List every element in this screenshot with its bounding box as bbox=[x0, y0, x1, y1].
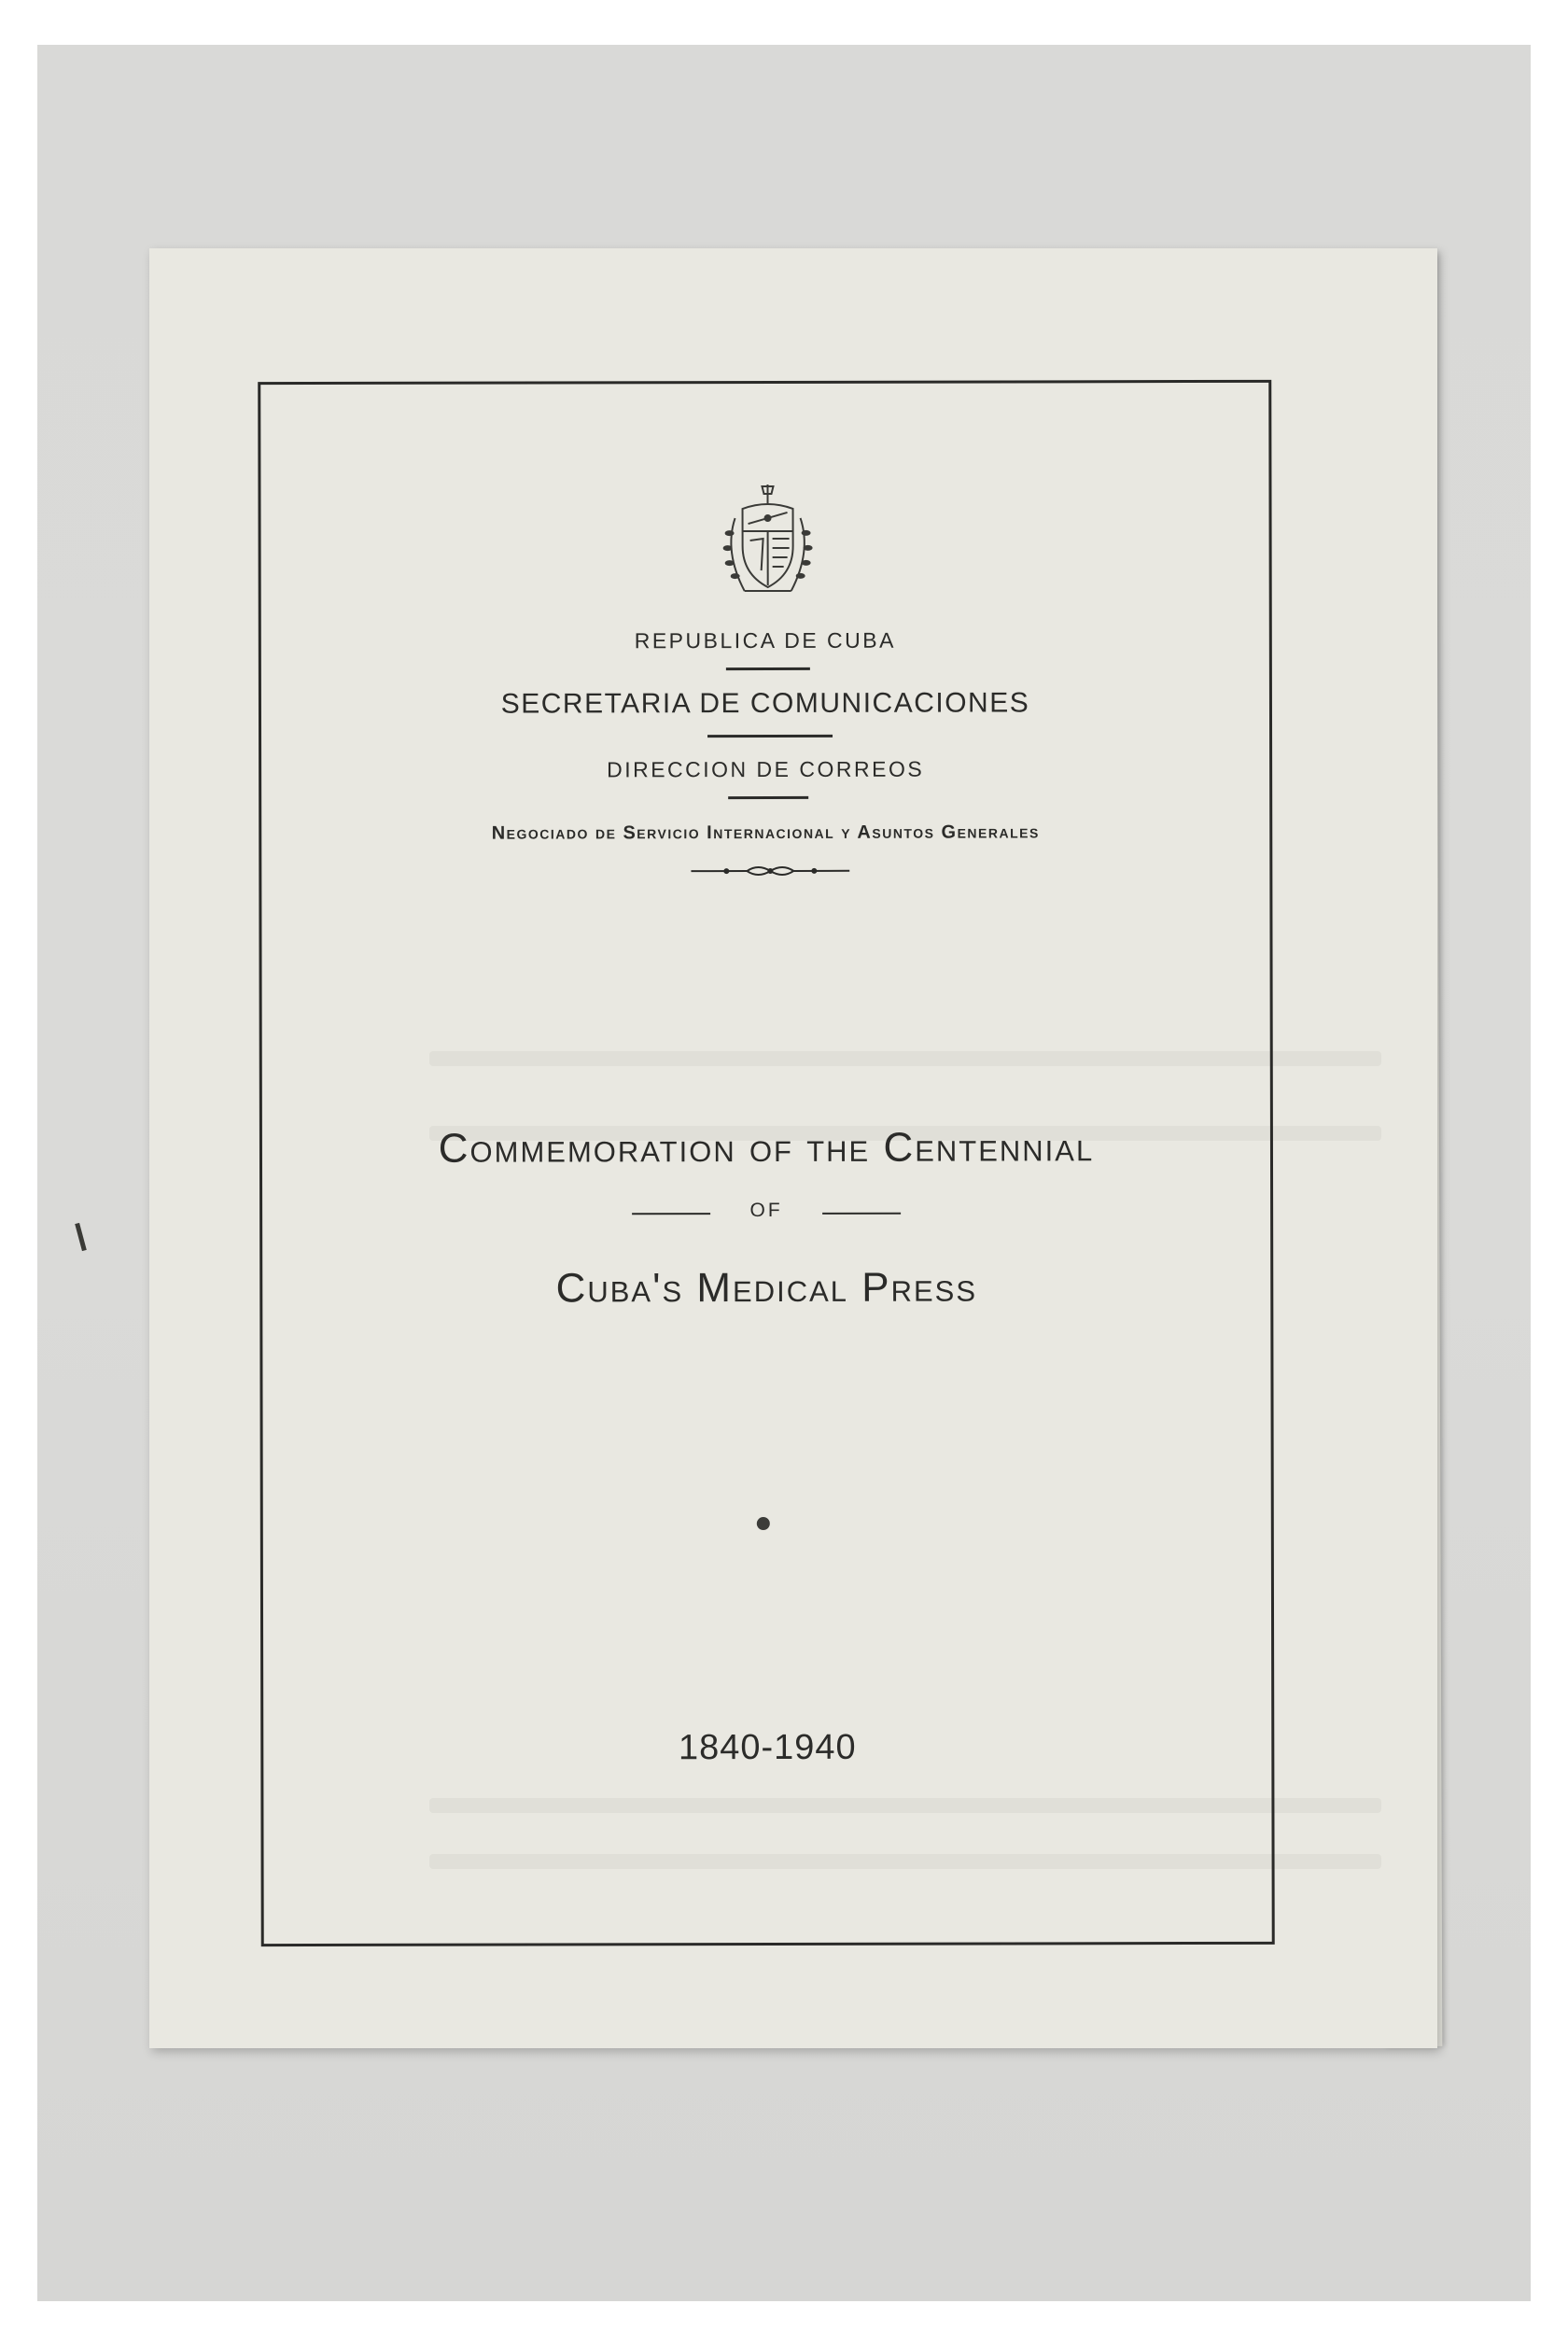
header-negociado: Negociado de Servicio Internacional y Asuntos Generales bbox=[491, 822, 1040, 844]
header-direccion: DIRECCION DE CORREOS bbox=[607, 756, 925, 782]
document-page bbox=[149, 248, 1437, 2048]
ornament-divider-icon bbox=[691, 864, 849, 878]
title-rule-right bbox=[822, 1213, 901, 1215]
title-line-2: Cuba's Medical Press bbox=[555, 1264, 978, 1312]
center-dot bbox=[757, 1517, 770, 1530]
header-rule bbox=[728, 796, 808, 799]
title-connector: of bbox=[749, 1191, 783, 1224]
page-border bbox=[258, 380, 1275, 1946]
dates: 1840-1940 bbox=[678, 1727, 857, 1768]
page-content bbox=[260, 383, 1271, 1944]
coat-of-arms-icon bbox=[716, 481, 819, 604]
header-secretaria: SECRETARIA DE COMUNICACIONES bbox=[500, 687, 1030, 720]
header-republica: REPUBLICA DE CUBA bbox=[634, 627, 896, 653]
header-rule bbox=[707, 735, 833, 738]
header-rule bbox=[726, 667, 810, 670]
title-line-1: Commemoration of the Centennial bbox=[438, 1124, 1095, 1172]
photo-frame bbox=[37, 45, 1531, 2301]
